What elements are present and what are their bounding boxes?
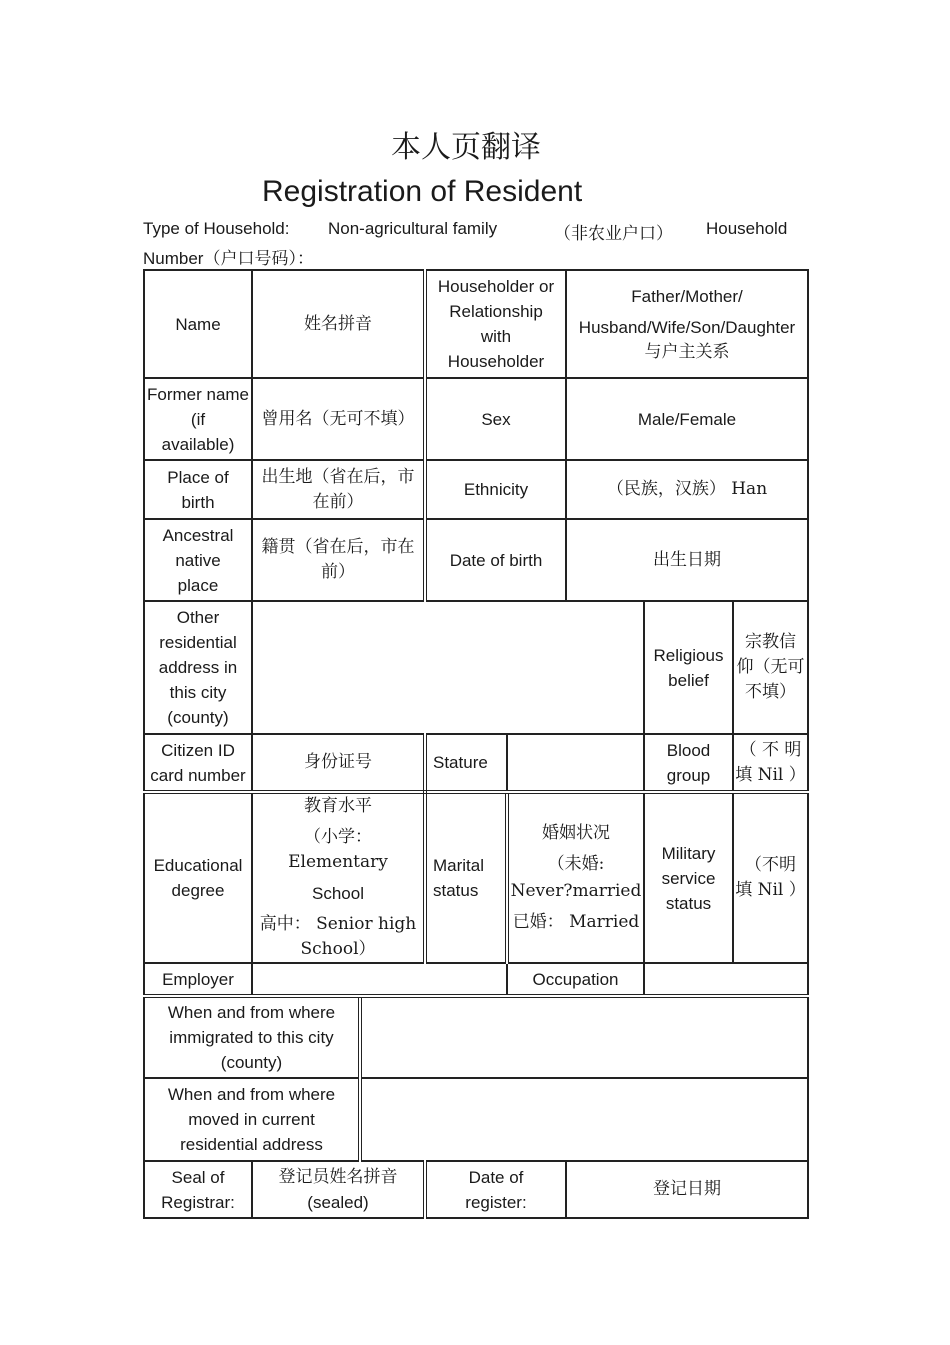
moved-label: When and from where moved in current residential address <box>144 1078 360 1161</box>
page-title-english: Registration of Resident <box>262 175 583 208</box>
marital-status-label: Marital status <box>425 792 507 963</box>
name-label: Name <box>144 270 252 378</box>
employer-label: Employer <box>144 963 252 996</box>
date-of-birth-value: 出生日期 <box>566 519 808 601</box>
stature-label: Stature <box>425 734 507 792</box>
religious-belief-value: 宗教信 仰（无可 不填） <box>733 601 808 734</box>
seal-label: Seal of Registrar: <box>144 1161 252 1218</box>
occupation-value <box>644 963 808 996</box>
row-citizen-id <box>144 734 808 792</box>
registration-form-table <box>143 269 809 1219</box>
row-moved <box>144 1078 808 1161</box>
household-type-value: Non-agricultural family <box>328 219 498 238</box>
ethnicity-value: （民族，汉族） Han <box>566 460 808 519</box>
household-number-label-b: Number（户口号码）： <box>143 249 314 268</box>
household-number-label-a: Household <box>706 219 788 238</box>
citizen-id-value: 身份证号 <box>252 734 425 792</box>
former-name-label: Former name (if available) <box>144 378 252 460</box>
relationship-value: Father/Mother/ Husband/Wife/Son/Daughter 与户主关系 <box>566 270 808 378</box>
blood-group-label: Blood group <box>644 734 733 792</box>
marital-status-value: 婚姻状况 （未婚: Never?married 已婚： Married <box>507 792 644 963</box>
military-service-value: （不明 填 Nil ） <box>733 792 808 963</box>
date-of-register-label: Date of register: <box>425 1161 566 1218</box>
other-address-label: Other residential address in this city (county) <box>144 601 252 734</box>
sex-value: Male/Female <box>566 378 808 460</box>
row-ancestral-place <box>144 519 808 601</box>
row-place-of-birth <box>144 460 808 519</box>
row-immigrated <box>144 996 808 1078</box>
row-name <box>144 270 808 378</box>
citizen-id-label: Citizen ID card number <box>144 734 252 792</box>
row-other-address <box>144 601 808 734</box>
row-former-name <box>144 378 808 460</box>
seal-value: 登记员姓名拼音 (sealed) <box>252 1161 425 1218</box>
stature-value <box>507 734 644 792</box>
immigrated-value <box>360 996 808 1078</box>
religious-belief-label: Religious belief <box>644 601 733 734</box>
page-title-chinese: 本人页翻译 <box>391 130 541 165</box>
row-employer <box>144 963 808 996</box>
row-education <box>144 792 808 963</box>
immigrated-label: When and from where immigrated to this city (county) <box>144 996 360 1078</box>
moved-value <box>360 1078 808 1161</box>
household-type-chinese: （非农业户口） <box>554 224 673 244</box>
sex-label: Sex <box>425 378 566 460</box>
household-type-label: Type of Household: <box>143 219 290 238</box>
education-value: 教育水平 （小学： Elementary School 高中： Senior high School） <box>252 792 425 963</box>
ethnicity-label: Ethnicity <box>425 460 566 519</box>
ancestral-place-label: Ancestral native place <box>144 519 252 601</box>
former-name-value: 曾用名（无可不填） <box>252 378 425 460</box>
place-of-birth-value: 出生地（省在后，市 在前） <box>252 460 425 519</box>
place-of-birth-label: Place of birth <box>144 460 252 519</box>
other-address-value <box>252 601 644 734</box>
education-label: Educational degree <box>144 792 252 963</box>
name-value: 姓名拼音 <box>252 270 425 378</box>
date-of-birth-label: Date of birth <box>425 519 566 601</box>
row-seal <box>144 1161 808 1218</box>
relationship-label: Householder or Relationship with Householder <box>425 270 566 378</box>
occupation-label: Occupation <box>507 963 644 996</box>
date-of-register-value: 登记日期 <box>566 1161 808 1218</box>
blood-group-value: （ 不 明 填 Nil ） <box>733 734 808 792</box>
ancestral-place-value: 籍贯（省在后，市在 前） <box>252 519 425 601</box>
employer-value <box>252 963 507 996</box>
military-service-label: Military service status <box>644 792 733 963</box>
